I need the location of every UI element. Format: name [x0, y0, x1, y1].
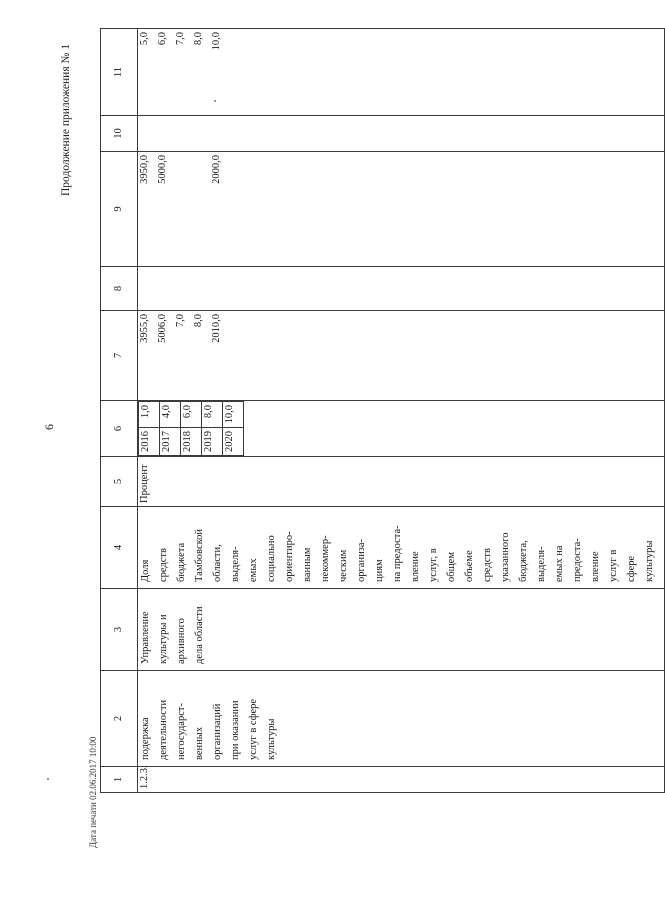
- indicator-line: некоммер-: [320, 535, 331, 582]
- appendix-note: Продолжение приложения № 1: [60, 43, 72, 196]
- col9-value: [193, 155, 211, 263]
- year-label: 2018: [181, 428, 202, 456]
- indicator-line: средств: [158, 548, 169, 582]
- executor-line: Управление: [140, 611, 151, 664]
- measure-text: [139, 674, 285, 763]
- indicator-text: [139, 510, 663, 585]
- col-header-8: 8: [101, 267, 138, 311]
- year-label: 2017: [160, 428, 181, 456]
- measure-line: культуры: [266, 718, 277, 760]
- col9-cell: [138, 152, 665, 267]
- col-header-6: 6: [101, 401, 138, 457]
- indicator-line: вление: [410, 551, 421, 582]
- program-table: [100, 29, 655, 793]
- executor-line: культуры и: [158, 614, 169, 664]
- year-value: 1,0: [139, 402, 160, 428]
- indicator-line: услуг в: [608, 549, 619, 582]
- indicator-line: организа-: [356, 538, 367, 582]
- col10-cell: [138, 116, 665, 152]
- col-header-1: 1: [101, 767, 138, 793]
- indicator-line: выделя-: [536, 546, 547, 582]
- year-value: 6,0: [181, 402, 202, 428]
- indicators-table: [100, 28, 665, 793]
- col8-cell: [138, 267, 665, 311]
- indicator-line: ванным: [302, 547, 313, 582]
- measure-line: подержка: [140, 717, 151, 760]
- indicator-line: ческим: [338, 549, 349, 582]
- indicator-line: ориентиро-: [284, 531, 295, 582]
- year-row: [139, 402, 160, 456]
- col-header-2: 2: [101, 671, 138, 767]
- col-header-9: 9: [101, 152, 138, 267]
- indicator-line: культуры: [644, 540, 655, 582]
- indicator-line: социально: [266, 535, 277, 582]
- year-label: 2020: [223, 428, 244, 456]
- indicator-line: Доля: [140, 559, 151, 582]
- indicator-cell: [138, 507, 665, 589]
- col11-value: 7,0: [175, 32, 186, 46]
- print-date: Дата печати 02.06.2017 10:00: [88, 736, 98, 848]
- year-label: 2019: [202, 428, 223, 456]
- indicator-line: вление: [590, 551, 601, 582]
- col9-value: 3950,0: [139, 155, 150, 184]
- col9-value: 2000,0: [211, 155, 222, 184]
- indicator-line: области,: [212, 544, 223, 582]
- indicator-line: бюджета: [176, 542, 187, 582]
- indicator-line: бюджета,: [518, 540, 529, 582]
- col7-value: 8,0: [193, 314, 204, 328]
- page-number: 6: [42, 424, 56, 430]
- measure-line: организаций: [212, 703, 223, 760]
- years-subtable: [138, 401, 244, 456]
- indicator-line: емых: [248, 558, 259, 582]
- measure-line: при оказании: [230, 700, 241, 760]
- indicator-line: предоста-: [572, 538, 583, 582]
- col7-cell: [138, 311, 665, 401]
- col11-values: [138, 29, 230, 115]
- year-value: 4,0: [160, 402, 181, 428]
- indicator-line: объеме: [464, 550, 475, 582]
- col9-value: [175, 155, 193, 263]
- year-row: [223, 402, 244, 456]
- col11-cell: [138, 29, 665, 116]
- indicator-line: выделя-: [230, 546, 241, 582]
- col7-value: 7,0: [175, 314, 186, 328]
- executor-line: дела области: [194, 606, 205, 664]
- year-row: [181, 402, 202, 456]
- table-row: [138, 29, 665, 793]
- col-header-10: 10: [101, 116, 138, 152]
- col11-value: 5,0: [139, 32, 150, 46]
- col-header-4: 4: [101, 507, 138, 589]
- indicator-line: циям: [374, 559, 385, 582]
- year-value: 8,0: [202, 402, 223, 428]
- col-header-11: 11: [101, 29, 138, 116]
- measure-line: негосударст-: [176, 703, 187, 760]
- measure-line: деятельности: [158, 699, 169, 760]
- year-label: 2016: [139, 428, 160, 456]
- indicator-line: на предоста-: [392, 525, 403, 582]
- year-row: [160, 402, 181, 456]
- indicator-line: услуг, в: [428, 548, 439, 582]
- col7-value: 2010,0: [211, 314, 222, 343]
- measure-line: венных: [194, 726, 205, 760]
- col9-value: 5000,0: [157, 155, 168, 184]
- indicator-line: средств: [482, 548, 493, 582]
- year-row: [202, 402, 223, 456]
- col-header-5: 5: [101, 457, 138, 507]
- executor-text: [139, 592, 213, 667]
- scan-speck: [47, 778, 49, 780]
- executor-cell: [138, 589, 665, 671]
- row-number: 1.2.3.: [138, 767, 665, 793]
- unit-cell: Процент: [138, 457, 665, 507]
- col9-values: [138, 152, 230, 266]
- col11-value: 6,0: [157, 32, 168, 46]
- col7-value: 5006,0: [157, 314, 168, 343]
- year-value: 10,0: [223, 402, 244, 428]
- header-row: [101, 29, 138, 793]
- measure-cell: [138, 671, 665, 767]
- measure-line: услуг в сфере: [248, 698, 259, 760]
- indicator-line: Тамбовской: [194, 528, 205, 582]
- col7-values: [138, 311, 230, 400]
- indicator-line: емых на: [554, 545, 565, 582]
- indicator-line: общем: [446, 552, 457, 582]
- col-header-7: 7: [101, 311, 138, 401]
- col11-value: 10,0: [211, 32, 222, 51]
- executor-line: архивного: [176, 618, 187, 664]
- indicator-line: сфере: [626, 555, 637, 582]
- col-header-3: 3: [101, 589, 138, 671]
- indicator-line: указанного: [500, 532, 511, 582]
- year-value-cell: [138, 401, 665, 457]
- col7-value: 3955,0: [139, 314, 150, 343]
- col11-value: 8,0: [193, 32, 204, 46]
